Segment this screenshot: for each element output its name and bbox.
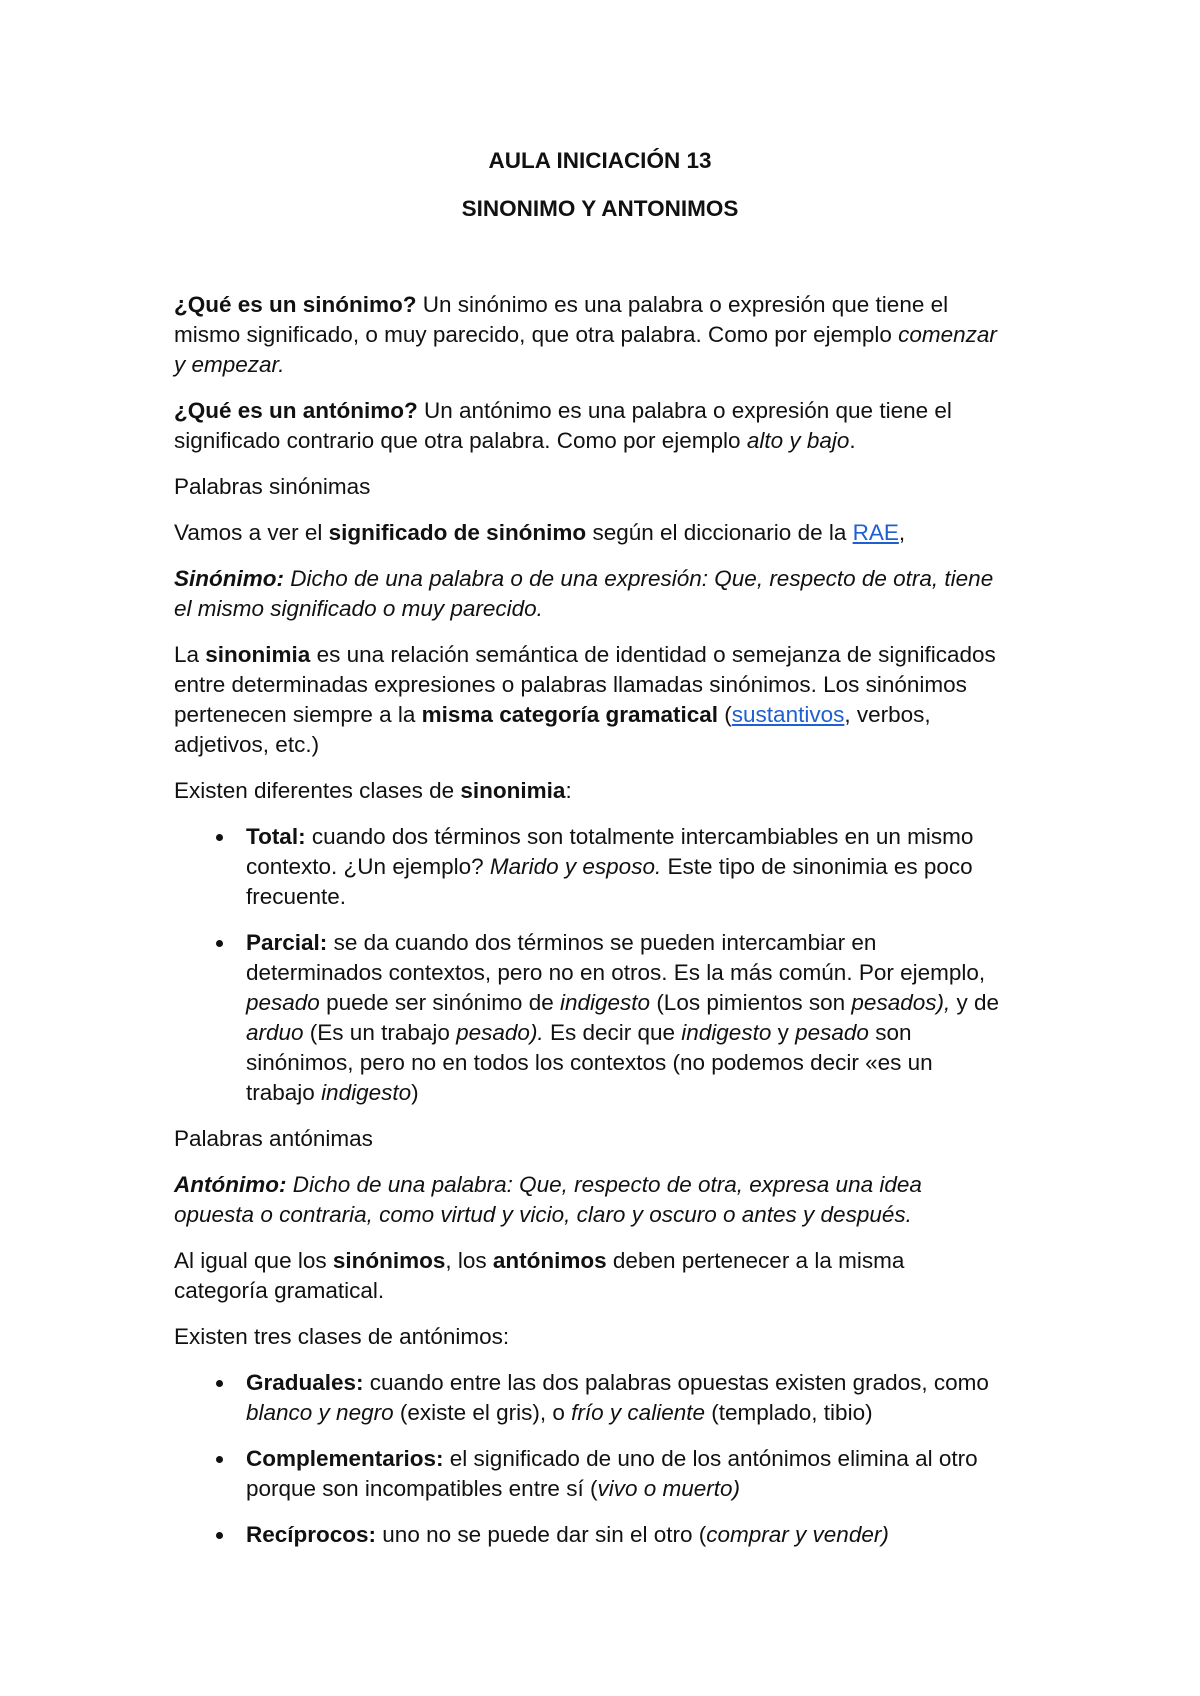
antonimo-example: alto y bajo [746, 428, 850, 453]
antonimo-period: . [849, 428, 856, 453]
list-item-term: Recíprocos: [246, 1522, 377, 1547]
list-item-text: (Es un trabajo [303, 1020, 457, 1045]
categoria-text-end: deben pertenecer a la misma categoría gramatical. [174, 1248, 905, 1303]
list-item-text: y [771, 1020, 796, 1045]
paren-open: ( [718, 702, 732, 727]
rae-link[interactable]: RAE [852, 520, 899, 545]
sinonimo-question: ¿Qué es un sinónimo? [174, 292, 417, 317]
rae-text-middle: según el diccionario de la [586, 520, 853, 545]
clases-antonimos-paragraph: Existen tres clases de antónimos: [174, 1324, 510, 1349]
list-item-example: frío y caliente [571, 1400, 705, 1425]
sinonimia-text-end: , verbos, adjetivos, etc.) [174, 702, 931, 757]
antonimo-question: ¿Qué es un antónimo? [174, 398, 418, 423]
rae-bold-phrase: significado de sinónimo [328, 520, 587, 545]
list-item-example: pesados), [851, 990, 951, 1015]
list-item-term: Total: [246, 824, 306, 849]
sinonimo-definition-paragraph [174, 290, 1000, 380]
list-item [174, 1444, 1000, 1504]
list-item [174, 822, 1000, 912]
rae-text-end: , [898, 520, 906, 545]
list-item-text: y de [950, 990, 1000, 1015]
categoria-text-start: Al igual que los [174, 1248, 333, 1273]
rae-paragraph [174, 518, 1000, 548]
sinonimo-rae-text: Dicho de una palabra o de una expresión: Que, respecto de otra, tiene el mismo significado o muy parecido. [174, 566, 994, 621]
list-item [174, 928, 1000, 1108]
list-item-text: puede ser sinónimo de [319, 990, 560, 1015]
list-item-text: cuando entre las dos palabras opuestas existen grados, como [363, 1370, 989, 1395]
categoria-text-middle: , los [445, 1248, 493, 1273]
antonimos-types-list [174, 1368, 1000, 1550]
sinonimia-text-start: La [174, 642, 206, 667]
list-item-text: uno no se puede dar sin el otro ( [376, 1522, 707, 1547]
list-item-example: blanco y negro [246, 1400, 394, 1425]
sinonimo-rae-definition [174, 564, 1000, 624]
list-item-text: son sinónimos, pero no en todos los contextos (no podemos decir «es un trabajo [246, 1020, 933, 1105]
antonimo-term: Antónimo: [174, 1172, 287, 1197]
list-item-example: pesado [246, 990, 320, 1015]
rae-text-start: Vamos a ver el [174, 520, 329, 545]
list-item-term: Graduales: [246, 1370, 364, 1395]
sinonimia-types-list [174, 822, 1000, 1108]
page-title: AULA INICIACIÓN 13 [488, 148, 712, 173]
sustantivos-link[interactable]: sustantivos [731, 702, 845, 727]
list-item-text: (existe el gris), o [393, 1400, 572, 1425]
sinonimia-relation-paragraph [174, 640, 1000, 760]
clases-sinonimia-text: Existen diferentes clases de [174, 778, 461, 803]
categoria-gramatical-bold: misma categoría gramatical [421, 702, 719, 727]
list-item-text: (templado, tibio) [705, 1400, 873, 1425]
sinonimo-term: Sinónimo: [174, 566, 284, 591]
sinonimas-heading: Palabras sinónimas [174, 474, 371, 499]
sinonimia-bold: sinonimia [205, 642, 311, 667]
clases-sinonimia-bold: sinonimia [460, 778, 566, 803]
list-item-text: cuando dos términos son totalmente intercambiables en un mismo contexto. ¿Un ejemplo? [246, 824, 974, 879]
list-item [174, 1368, 1000, 1428]
list-item-term: Complementarios: [246, 1446, 444, 1471]
list-item-example: indigesto [681, 1020, 772, 1045]
antonimo-rae-definition [174, 1170, 1000, 1230]
list-item-example: indigesto [321, 1080, 412, 1105]
list-item-text: ) [411, 1080, 419, 1105]
list-item-text: se da cuando dos términos se pueden intercambiar en determinados contextos, pero no en otros. Es la más común. Por ejemplo, [246, 930, 986, 985]
sinonimo-example: comenzar y empezar. [174, 322, 997, 377]
list-item [174, 1520, 1000, 1550]
list-item-text: Es decir que [543, 1020, 682, 1045]
antonimo-rae-text: Dicho de una palabra: Que, respecto de otra, expresa una idea opuesta o contraria, como virtud y vicio, claro y oscuro o antes y después. [174, 1172, 922, 1227]
list-item-text: Este tipo de sinonimia es poco frecuente. [246, 854, 973, 909]
page-subtitle: SINONIMO Y ANTONIMOS [461, 196, 739, 221]
antonimas-heading: Palabras antónimas [174, 1126, 373, 1151]
list-item-example: indigesto [559, 990, 651, 1015]
clases-sinonimia-colon: : [565, 778, 572, 803]
list-item-example: arduo [246, 1020, 304, 1045]
list-item-text: (Los pimientos son [650, 990, 852, 1015]
antonimos-bold: antónimos [492, 1248, 607, 1273]
list-item-example: vivo o muerto) [597, 1476, 741, 1501]
clases-sinonimia-paragraph [174, 776, 1000, 806]
sinonimo-definition-text: Un sinónimo es una palabra o expresión que tiene el mismo significado, o muy parecido, que otra palabra. Como por ejemplo [174, 292, 949, 347]
list-item-example: pesado). [456, 1020, 544, 1045]
list-item-text: el significado de uno de los antónimos elimina al otro porque son incompatibles entre sí ( [246, 1446, 978, 1501]
antonimo-definition-paragraph [174, 396, 1000, 456]
sinonimos-bold: sinónimos [332, 1248, 446, 1273]
antonimo-definition-text: Un antónimo es una palabra o expresión que tiene el significado contrario que otra palabra. Como por ejemplo [174, 398, 952, 453]
categoria-paragraph [174, 1246, 1000, 1306]
list-item-example: pesado [795, 1020, 869, 1045]
list-item-term: Parcial: [246, 930, 328, 955]
list-item-example: comprar y vender) [706, 1522, 889, 1547]
list-item-example: Marido y esposo. [489, 854, 662, 879]
sinonimia-text: es una relación semántica de identidad o semejanza de significados entre determinadas expresiones o palabras llamadas sinónimos. Los sinónimos pertenecen siempre a la [174, 642, 996, 727]
